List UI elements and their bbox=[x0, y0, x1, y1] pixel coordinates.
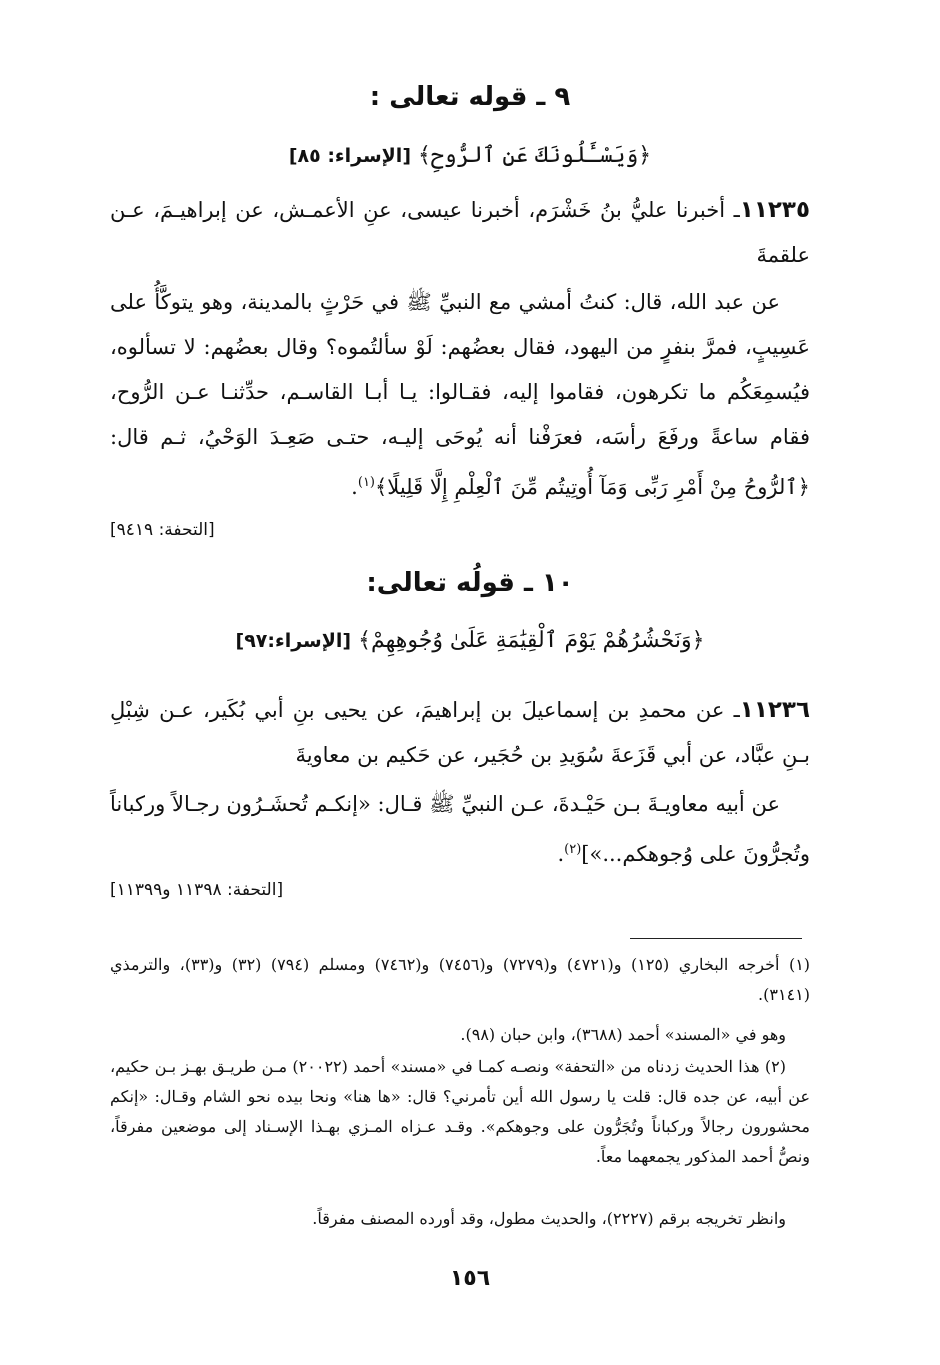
section-9-verse bbox=[0, 143, 940, 168]
isnad-text: ـ أخبرنا عليُّ بنُ خَشْرَم، أخبرنا عيسى، عنِ الأعمـش، عن إبراهيـمَ، عـن علقمةَ bbox=[110, 198, 810, 267]
quran-verse: ﴿وَيَسْـَٔلُونَكَ عَنِ ٱلرُّوحِ﴾ bbox=[418, 143, 652, 168]
footnote-mark: (٢) bbox=[564, 842, 582, 857]
tuhfa-reference: [التحفة: ٩٤١٩] bbox=[110, 520, 215, 540]
isnad-text: ـ عن محمدِ بن إسماعيلَ بن إبراهيمَ، عن يحيى بنِ أبي بُكَير، عـن شِبْلِ بـنِ عبَّاد، عن أبي قَزَعةَ سُوَيدِ بن حُجَير، عن حَكيم بن معاويةَ bbox=[110, 698, 810, 767]
hadith-11235-isnad bbox=[110, 188, 810, 278]
footnote-mark: (١) bbox=[357, 475, 375, 490]
footnote-1-continued: وهو في «المسند» أحمد (٣٦٨٨)، وابن حبان (٩٨). bbox=[460, 1025, 786, 1044]
section-10-heading: ١٠ ـ قولُه تعالى: bbox=[366, 568, 574, 598]
footnote-1: (١) أخرجه البخاري (١٢٥) و(٤٧٢١) و(٧٢٧٩) و(٧٤٥٦) و(٧٤٦٢) ومسلم (٧٩٤) (٣٢) و(٣٣)، والترمذي (٣١٤١). bbox=[110, 955, 811, 1004]
tuhfa-reference: [التحفة: ١١٣٩٨ و١١٣٩٩] bbox=[110, 880, 284, 900]
section-10-verse bbox=[0, 628, 940, 653]
hadith-11236-matn: عن أبيه معاويـةَ بـن حَيْـدةَ، عـن النبيِّ ﷺ قـال: «إنكـم تُحشَـرُون رجـالاً وركباناً وتُجرُّونَ على وُجوهكم...»]$^{(٢)}$. bbox=[110, 792, 810, 866]
section-9-heading: ٩ ـ قوله تعالى : bbox=[369, 82, 571, 112]
matn-text: عن عبد الله، قال: كنتُ أمشي مع النبيِّ ﷺ في حَرْثٍ بالمدينة، وهو يتوكَّأُ على عَسِيبٍ، فمرَّ بنفرٍ من اليهود، فقال بعضُهم: لَوْ سألتُموه؟ وقال بعضُهم: لا تسألوه، فيُسمِعَكُم ما تكرهون، فقاموا إليه، فقـالوا: يـا أبـا القاسـم، حدِّثنـا عـن الرُّوح، فقام ساعةً ورفَعَ رأسَه، فعرَفْنا أنه يُوحَى إليـه، حتـى صَعِـدَ الوَحْيُ، ثـم قال: ﴿ٱلرُّوحُ مِنْ أَمْرِ رَبِّى وَمَآ أُوتِيتُم مِّنَ ٱلْعِلْمِ إِلَّا قَلِيلًا﴾ bbox=[110, 290, 810, 499]
footnote-2: (٢) هذا الحديث زدناه من «التحفة» ونصـه كمـا في «مسند» أحمد (٢٠٠٢٢) مـن طريـق بهـز بـن حكيم، عن أبيه، عن جده قال: قلت يا رسول الله أين تأمرني؟ قال: «ها هنا» ونحا بيده نحو الشام وقـال: «إنكم محشورون رجالاً وركباناً وتُجَرُّون على وجوهكم». وقـد عـزاه المـزي بهـذا الإسـناد إلى موضعين مفرقاً، ونصُّ أحمد المذكور يجمعهما معاً. bbox=[110, 1057, 810, 1166]
verse-reference: [الإسراء: ٨٥] bbox=[288, 145, 412, 167]
hadith-11235-matn: عن عبد الله، قال: كنتُ أمشي مع النبيِّ ﷺ في حَرْثٍ بالمدينة، وهو يتوكَّأُ على عَسِيبٍ، فمرَّ بنفرٍ من اليهود، فقال بعضُهم: لَوْ سألتُموه؟ وقال بعضُهم: لا تسألوه، فيُسمِعَكُم ما تكرهون، فقاموا إليه، فقـالوا: يـا أبـا القاسـم، حدِّثنـا عـن الرُّوح، فقام ساعةً ورفَعَ رأسَه، فعرَفْنا أنه يُوحَى إليـه، حتـى صَعِـدَ الوَحْيُ، ثـم قال: ﴿ٱلرُّوحُ مِنْ أَمْرِ رَبِّى وَمَآ أُوتِيتُم مِّنَ ٱلْعِلْمِ إِلَّا قَلِيلًا﴾$^{(١)}$. bbox=[110, 290, 810, 499]
page-number: ١٥٦ bbox=[449, 1266, 491, 1291]
matn-text: عن أبيه معاويـةَ بـن حَيْـدةَ، عـن النبيِّ ﷺ قـال: «إنكـم تُحشَـرُون رجـالاً وركباناً وتُجرُّونَ على وُجوهكم...»] bbox=[110, 792, 810, 866]
hadith-number: ١١٢٣٥ bbox=[739, 197, 810, 223]
quran-verse: ﴿وَنَحْشُرُهُمْ يَوْمَ ٱلْقِيَٰمَةِ عَلَىٰ وُجُوهِهِمْ﴾ bbox=[358, 628, 705, 653]
verse-reference: [الإسراء:٩٧] bbox=[235, 630, 352, 652]
footnote-divider bbox=[630, 938, 802, 939]
hadith-11236-isnad bbox=[110, 688, 810, 778]
hadith-number: ١١٢٣٦ bbox=[739, 697, 810, 723]
footnote-2-continued: وانظر تخريجه برقم (٢٢٢٧)، والحديث مطول، وقد أورده المصنف مفرقاً. bbox=[312, 1209, 786, 1228]
